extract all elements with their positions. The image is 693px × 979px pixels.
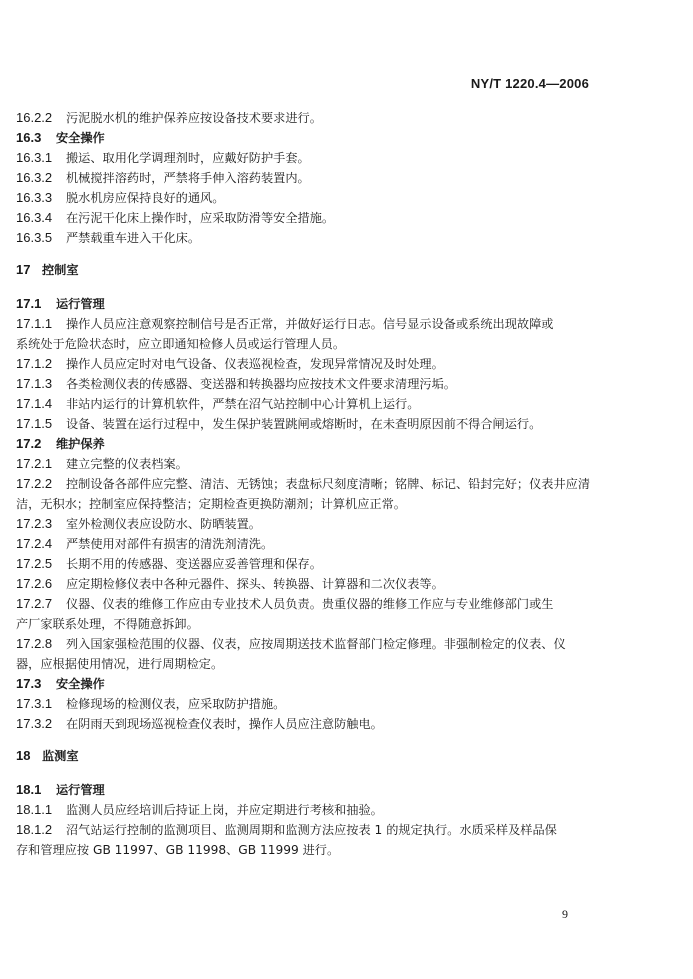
clause	[16, 454, 601, 474]
clause-number: 17.1	[16, 296, 42, 311]
clause	[16, 228, 601, 248]
clause-text: 维护保养	[56, 437, 105, 451]
section-heading	[16, 674, 601, 694]
clause-text: 室外检测仪表应设防水、防晒装置。	[66, 517, 261, 531]
clause	[16, 514, 601, 534]
clause	[16, 714, 601, 734]
clause-text: 控制室	[42, 263, 79, 277]
clause-text: 监测室	[42, 749, 79, 763]
clause	[16, 634, 601, 654]
clause-number: 17.2.6	[16, 576, 53, 591]
clause-number: 17.2.8	[16, 636, 53, 651]
page-number: 9	[562, 907, 568, 921]
clause-number: 18.1	[16, 782, 42, 797]
clause	[16, 108, 601, 128]
clause-number: 17	[16, 262, 31, 277]
clause-continuation: 产厂家联系处理，不得随意拆卸。	[16, 617, 199, 631]
clause-text: 在污泥干化床上操作时，应采取防滑等安全措施。	[66, 211, 335, 225]
clause-text: 严禁载重车进入干化床。	[66, 231, 201, 245]
standard-code: NY/T 1220.4—2006	[470, 76, 589, 91]
clause-text: 运行管理	[56, 297, 105, 311]
clause-text: 严禁使用对部件有损害的清洗剂清洗。	[66, 537, 274, 551]
clause	[16, 594, 601, 614]
clause-text: 建立完整的仪表档案。	[66, 457, 188, 471]
clause-continuation: 存和管理应按 GB 11997、GB 11998、GB 11999 进行。	[16, 843, 340, 857]
clause-number: 16.2.2	[16, 110, 53, 125]
clause-number: 16.3.2	[16, 170, 53, 185]
clause-number: 17.3.1	[16, 696, 53, 711]
clause	[16, 148, 601, 168]
clause-text: 监测人员应经培训后持证上岗，并应定期进行考核和抽验。	[66, 803, 383, 817]
clause-number: 17.1.4	[16, 396, 53, 411]
clause-number: 17.2.5	[16, 556, 53, 571]
clause-number: 17.2.7	[16, 596, 53, 611]
clause	[16, 554, 601, 574]
clause-text: 检修现场的检测仪表，应采取防护措施。	[66, 697, 286, 711]
clause-text: 各类检测仪表的传感器、变送器和转换器均应按技术文件要求清理污垢。	[66, 377, 456, 391]
clause-text: 搬运、取用化学调理剂时，应戴好防护手套。	[66, 151, 310, 165]
clause-text: 污泥脱水机的维护保养应按设备技术要求进行。	[66, 111, 322, 125]
clause-number: 17.3.2	[16, 716, 53, 731]
clause-text: 设备、装置在运行过程中，发生保护装置跳闸或熔断时，在未查明原因前不得合闸运行。	[66, 417, 542, 431]
document-body	[16, 108, 601, 860]
clause-number: 17.1.5	[16, 416, 53, 431]
clause-text: 应定期检修仪表中各种元器件、探头、转换器、计算器和二次仪表等。	[66, 577, 444, 591]
clause-number: 17.1.1	[16, 316, 53, 331]
clause-number: 16.3.5	[16, 230, 53, 245]
clause-number: 17.2.1	[16, 456, 53, 471]
section-heading	[16, 780, 601, 800]
clause	[16, 354, 601, 374]
clause-number: 17.2.4	[16, 536, 53, 551]
clause-number: 17.1.2	[16, 356, 53, 371]
chapter-heading	[16, 746, 601, 766]
clause	[16, 168, 601, 188]
clause-text: 安全操作	[56, 131, 105, 145]
clause-number: 16.3.1	[16, 150, 53, 165]
clause	[16, 474, 601, 494]
clause-number: 18.1.1	[16, 802, 53, 817]
clause-number: 17.2	[16, 436, 42, 451]
clause-text: 控制设备各部件应完整、清洁、无锈蚀；表盘标尺刻度清晰；铭牌、标记、铅封完好；仪表井应清	[66, 477, 591, 491]
clause	[16, 534, 601, 554]
clause-text: 仪器、仪表的维修工作应由专业技术人员负责。贵重仪器的维修工作应与专业维修部门或生	[66, 597, 554, 611]
clause-text: 运行管理	[56, 783, 105, 797]
clause-number: 16.3.3	[16, 190, 53, 205]
clause	[16, 188, 601, 208]
clause	[16, 208, 601, 228]
clause-text: 脱水机房应保持良好的通风。	[66, 191, 225, 205]
clause-continuation: 系统处于危险状态时，应立即通知检修人员或运行管理人员。	[16, 337, 346, 351]
clause-text: 长期不用的传感器、变送器应妥善管理和保存。	[66, 557, 322, 571]
clause-text: 在阴雨天到现场巡视检查仪表时，操作人员应注意防触电。	[66, 717, 383, 731]
clause-text: 安全操作	[56, 677, 105, 691]
section-heading	[16, 294, 601, 314]
clause	[16, 374, 601, 394]
clause-text: 操作人员应注意观察控制信号是否正常，并做好运行日志。信号显示设备或系统出现故障或	[66, 317, 554, 331]
clause-number: 17.2.2	[16, 476, 53, 491]
clause-text: 沼气站运行控制的监测项目、监测周期和监测方法应按表 1 的规定执行。水质采样及样品保	[66, 823, 557, 837]
clause	[16, 414, 601, 434]
clause-number: 18	[16, 748, 31, 763]
clause-number: 17.2.3	[16, 516, 53, 531]
clause-number: 17.1.3	[16, 376, 53, 391]
clause-number: 16.3.4	[16, 210, 53, 225]
section-heading	[16, 128, 601, 148]
clause-text: 列入国家强检范围的仪器、仪表，应按周期送技术监督部门检定修理。非强制检定的仪表、仪	[66, 637, 566, 651]
clause-text: 操作人员应定时对电气设备、仪表巡视检查，发现异常情况及时处理。	[66, 357, 444, 371]
clause-continuation: 洁，无积水；控制室应保持整洁；定期检查更换防潮剂；计算机应正常。	[16, 497, 406, 511]
clause	[16, 694, 601, 714]
clause-text: 非站内运行的计算机软件，严禁在沼气站控制中心计算机上运行。	[66, 397, 420, 411]
clause	[16, 574, 601, 594]
clause-number: 17.3	[16, 676, 42, 691]
clause	[16, 800, 601, 820]
chapter-heading	[16, 260, 601, 280]
clause-text: 机械搅拌溶药时，严禁将手伸入溶药装置内。	[66, 171, 310, 185]
section-heading	[16, 434, 601, 454]
clause	[16, 820, 601, 840]
clause-number: 18.1.2	[16, 822, 53, 837]
clause-continuation: 器，应根据使用情况，进行周期检定。	[16, 657, 224, 671]
clause	[16, 394, 601, 414]
clause-number: 16.3	[16, 130, 42, 145]
clause	[16, 314, 601, 334]
